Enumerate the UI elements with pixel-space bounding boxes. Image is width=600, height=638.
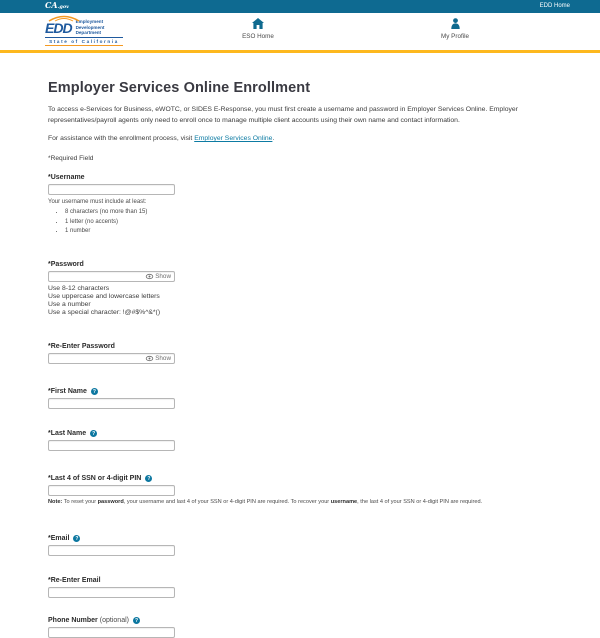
ssn-note: Note: To reset your password, your username and last 4 of your SSN or 4-digit PIN are required. To recover your username, the last 4 of your SSN or 4-digit PIN are required. <box>48 499 483 505</box>
password-show-button[interactable]: Show <box>146 273 174 280</box>
edd-logo-words: Employment Development Department <box>75 19 105 35</box>
password-label: *Password <box>48 261 84 268</box>
edd-logo-underline <box>45 45 123 46</box>
edd-logo-swoosh <box>47 15 81 22</box>
email-help-icon[interactable]: ? <box>75 535 79 542</box>
password-rule: Use a number <box>48 301 91 308</box>
username-input[interactable] <box>48 184 175 195</box>
last-name-help-icon[interactable]: ? <box>92 430 96 437</box>
first-name-label: *First Name ? <box>48 388 96 395</box>
phone-help-icon[interactable]: ? <box>134 617 139 624</box>
ssn-pin-help-icon[interactable]: ? <box>147 475 151 482</box>
phone-optional-tag: (optional) <box>99 617 129 624</box>
email-input[interactable] <box>48 545 175 556</box>
password-rule: Use uppercase and lowercase letters <box>48 293 160 300</box>
username-requirement: • 8 characters (no more than 15) <box>65 209 555 215</box>
username-requirement: • 1 letter (no accents) <box>65 219 555 225</box>
employer-services-online-link[interactable]: Employer Services Online <box>194 135 273 142</box>
phone-label: Phone Number (optional) ? <box>48 617 139 624</box>
ssn-pin-label: *Last 4 of SSN or 4-digit PIN ? <box>48 475 151 482</box>
username-label: *Username <box>48 174 85 181</box>
reenter-password-label: *Re-Enter Password <box>48 343 115 350</box>
username-group <box>48 174 555 234</box>
utility-bar <box>0 0 600 13</box>
phone-group <box>48 617 555 638</box>
password-rules <box>48 285 555 317</box>
phone-input[interactable] <box>48 627 175 638</box>
edd-logo-tagline: State of California <box>49 39 119 44</box>
edd-logo-acronym: EDD <box>45 20 72 36</box>
required-field-note: *Required Field <box>48 155 94 162</box>
eye-icon <box>146 356 153 361</box>
edd-logo[interactable] <box>45 16 123 46</box>
last-name-input[interactable] <box>48 440 175 451</box>
nav-my-profile[interactable] <box>425 18 485 40</box>
home-icon <box>252 18 264 29</box>
password-group <box>48 261 555 317</box>
reenter-password-show-button[interactable]: Show <box>146 355 174 362</box>
edd-home-link[interactable]: EDD Home <box>539 3 570 9</box>
reenter-password-group <box>48 343 555 364</box>
reenter-email-label: *Re-Enter Email <box>48 577 101 584</box>
first-name-group <box>48 388 555 409</box>
intro-paragraph: To access e-Services for Business, eWOTC, or SIDES E-Response, you must first create a username and password in Employer Services Online. Employer representatives/payroll agents only need to enroll once to manage multiple client accounts using their own name and contact information. <box>48 106 518 124</box>
last-name-label: *Last Name ? <box>48 430 96 437</box>
username-hint-title: Your username must include at least: <box>48 199 147 205</box>
edd-logo-divider <box>45 37 123 38</box>
cagov-logo[interactable]: CA.gov <box>45 0 70 10</box>
main-header <box>0 13 600 50</box>
username-requirement: • 1 number <box>65 228 555 234</box>
last-name-group <box>48 430 555 451</box>
username-requirements-list <box>48 209 555 234</box>
nav-eso-home[interactable] <box>228 18 288 40</box>
reenter-password-input[interactable] <box>49 354 146 363</box>
password-input[interactable] <box>49 272 146 281</box>
person-icon <box>450 18 461 29</box>
password-rule: Use a special character: !@#$%^&*() <box>48 309 161 316</box>
assistance-line: For assistance with the enrollment process, visit Employer Services Online. <box>48 135 275 142</box>
reenter-email-group <box>48 577 555 598</box>
ssn-pin-input[interactable] <box>48 485 175 496</box>
first-name-help-icon[interactable]: ? <box>92 388 96 395</box>
ssn-pin-group <box>48 475 555 505</box>
nav-my-profile-label: My Profile <box>441 33 469 40</box>
nav-eso-home-label: ESO Home <box>242 33 274 40</box>
enrollment-content <box>0 53 600 638</box>
email-group <box>48 535 555 556</box>
page-title: Employer Services Online Enrollment <box>48 80 311 96</box>
password-rule: Use 8-12 characters <box>48 285 110 292</box>
reenter-email-input[interactable] <box>48 587 175 598</box>
first-name-input[interactable] <box>48 398 175 409</box>
email-label: *Email ? <box>48 535 79 542</box>
eye-icon <box>146 274 153 279</box>
